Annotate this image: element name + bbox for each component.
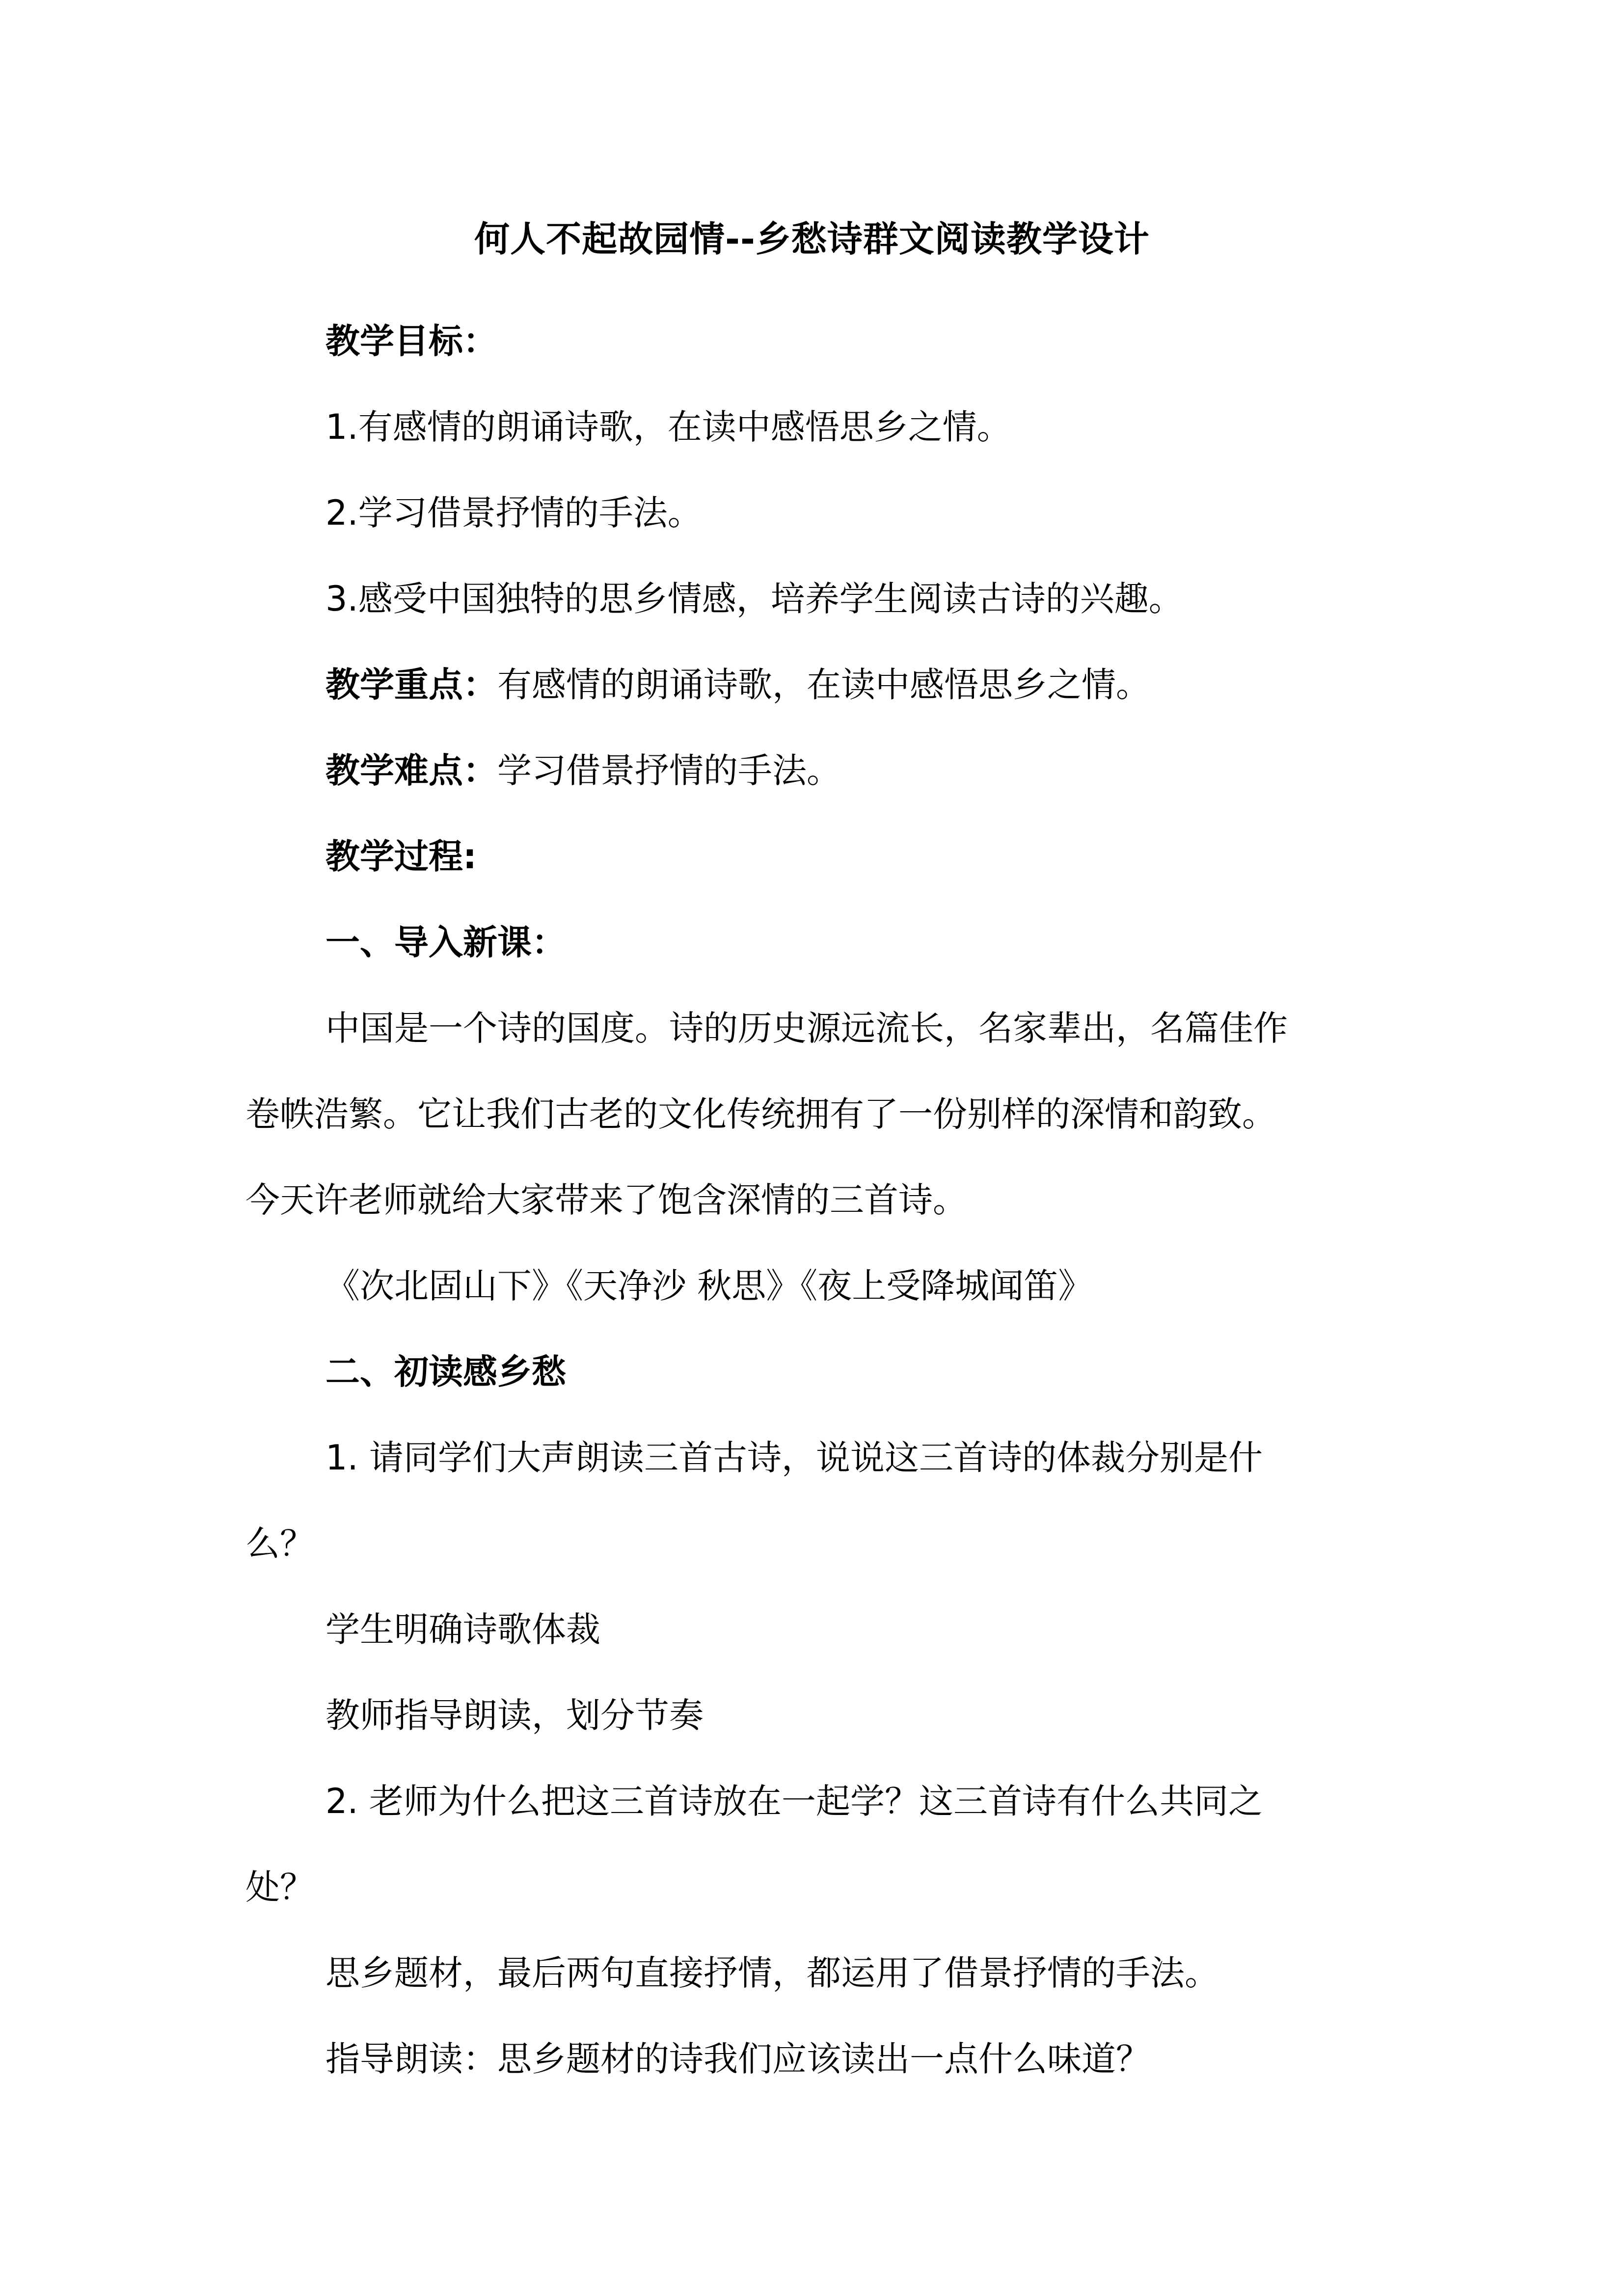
process-heading: 教学过程: [325, 836, 477, 877]
key-point-text: 有感情的朗诵诗歌，在读中感悟思乡之情。 [497, 665, 1150, 705]
difficulty [325, 746, 841, 795]
question-1-line-2: 么？ [245, 1523, 314, 1564]
difficulty-text: 学习借景抒情的手法。 [497, 750, 841, 791]
reading-guide: 指导朗读：思乡题材的诗我们应该读出一点什么味道？ [325, 2039, 1150, 2079]
intro-line-1: 中国是一个诗的国度。诗的历史源远流长，名家辈出，名篇佳作 [325, 1008, 1288, 1048]
question-2-line-2: 处？ [245, 1867, 314, 1907]
objective-2: 2.学习借景抒情的手法。 [325, 493, 702, 533]
key-point [325, 660, 1150, 709]
objectives-heading: 教学目标： [325, 321, 497, 361]
note-1: 学生明确诗歌体裁 [325, 1609, 600, 1650]
section2-heading: 二、初读感乡愁 [325, 1352, 566, 1392]
document-title: 何人不起故园情--乡愁诗群文阅读教学设计 [474, 218, 1150, 260]
question-2-line-1: 2. 老师为什么把这三首诗放在一起学？这三首诗有什么共同之 [325, 1781, 1263, 1821]
key-point-label: 教学重点： [325, 665, 497, 705]
intro-line-2: 卷帙浩繁。它让我们古老的文化传统拥有了一份别样的深情和韵致。 [245, 1094, 1276, 1134]
answer-text: 思乡题材，最后两句直接抒情，都运用了借景抒情的手法。 [325, 1953, 1219, 1993]
difficulty-label: 教学难点： [325, 750, 497, 791]
note-2: 教师指导朗读，划分节奏 [325, 1695, 704, 1735]
section1-heading: 一、导入新课： [325, 922, 566, 962]
intro-line-3: 今天许老师就给大家带来了饱含深情的三首诗。 [245, 1180, 967, 1220]
objective-3: 3.感受中国独特的思乡情感，培养学生阅读古诗的兴趣。 [325, 579, 1183, 619]
question-1-line-1: 1. 请同学们大声朗读三首古诗，说说这三首诗的体裁分别是什 [325, 1438, 1263, 1478]
objective-1: 1.有感情的朗诵诗歌，在读中感悟思乡之情。 [325, 407, 1011, 447]
poem-titles: 《次北固山下》《天净沙 秋思》《夜上受降城闻笛》 [325, 1266, 1093, 1306]
